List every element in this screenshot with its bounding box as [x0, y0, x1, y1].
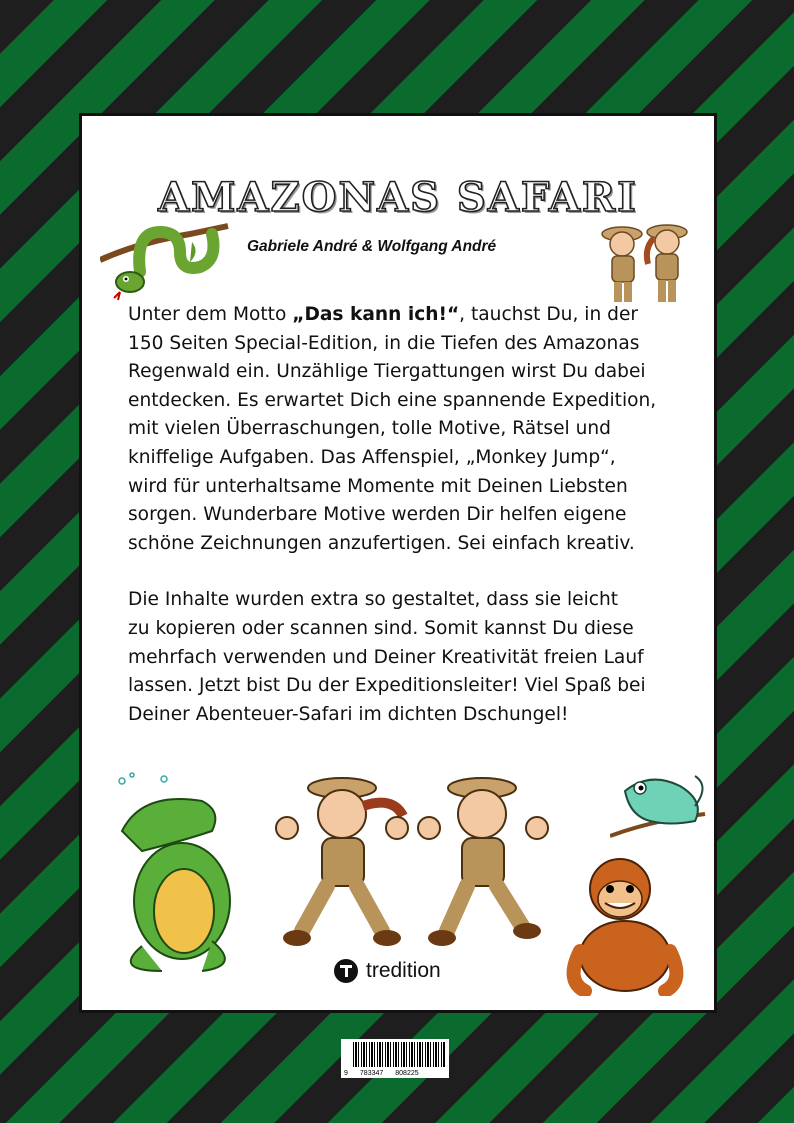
snake-illustration — [100, 212, 230, 302]
back-cover-panel — [79, 113, 717, 1013]
authors: Gabriele André & Wolfgang André — [247, 238, 497, 255]
tredition-icon — [334, 959, 358, 983]
paragraph-2-line-1: Die Inhalte wurden extra so gestaltet, dass sie leicht — [128, 589, 619, 611]
paragraph-2-line-4: lassen. Jetzt bist Du der Expeditionsleiter! Viel Spaß bei — [128, 675, 646, 697]
barcode-bars — [353, 1042, 445, 1067]
paragraph-2-line-2: zu kopieren oder scannen sind. Somit kannst Du diese — [128, 617, 634, 639]
explorer-kids-illustration — [592, 216, 702, 308]
publisher-name: tredition — [366, 959, 441, 982]
paragraph-1-line-7: wird für unterhaltsame Momente mit Deinen Liebsten — [128, 475, 628, 497]
paragraph-1-line-5: mit vielen Überraschungen, tolle Motive, Rätsel und — [128, 418, 611, 440]
crocodile-illustration — [102, 771, 252, 976]
paragraph-1-line-1: Unter dem Motto „Das kann ich!“, tauchst Du, in der — [128, 304, 639, 325]
book-title: AMAZONAS SAFARI — [158, 174, 638, 221]
barcode-digits-right: 808225 — [395, 1070, 419, 1077]
chameleon-illustration — [610, 766, 710, 841]
barcode-digits-mid: 783347 — [359, 1070, 384, 1077]
paragraph-2-line-3: mehrfach verwenden und Deiner Kreativität freien Lauf — [128, 646, 644, 668]
paragraph-1-line-3: Regenwald ein. Unzählige Tiergattungen wirst Du dabei — [128, 361, 646, 383]
orangutan-illustration — [560, 851, 690, 996]
description-text — [128, 301, 698, 729]
paragraph-1-line-2: 150 Seiten Special-Edition, in die Tiefen des Amazonas — [128, 332, 640, 354]
barcode-digit-left: 9 — [344, 1070, 348, 1077]
paragraph-2-line-5: Deiner Abenteuer-Safari im dichten Dschungel! — [128, 703, 569, 725]
paragraph-1-line-8: sorgen. Wunderbare Motive werden Dir helfen eigene — [128, 504, 627, 526]
paragraph-1-line-9: schöne Zeichnungen anzufertigen. Sei einfach kreativ. — [128, 532, 635, 554]
publisher-logo — [334, 959, 441, 983]
paragraph-1-line-6: kniffelige Aufgaben. Das Affenspiel, „Monkey Jump“, — [128, 446, 616, 468]
paragraph-1-line-4: entdecken. Es erwartet Dich eine spannende Expedition, — [128, 389, 657, 411]
jumping-explorers-illustration — [267, 766, 552, 966]
isbn-barcode — [341, 1039, 449, 1078]
barcode-digits — [344, 1070, 419, 1077]
